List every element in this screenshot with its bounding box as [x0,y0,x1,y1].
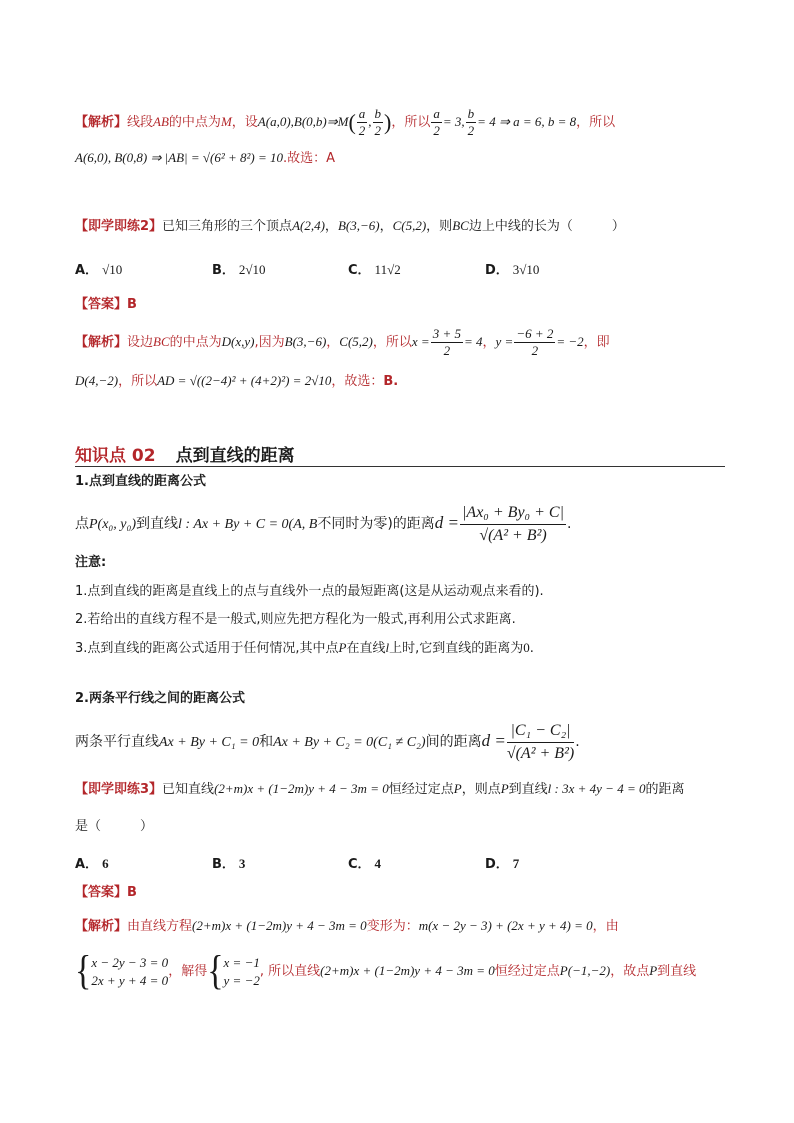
fraction: $\frac{3 + 5}{2}$ [432,326,461,358]
fraction: $\frac{b}{2}$ [467,106,475,138]
option-a[interactable]: A． 6 [75,856,109,872]
analysis-tag: 【解析】 [75,919,128,934]
note-2: 2.若给出的直线方程不是一般式,则应先把方程化为一般式,再利用公式求距离. [75,612,516,627]
equation-system: x − 2y − 3 = 0 2x + y + 4 = 0 [91,954,169,988]
answer-letter: A [326,151,336,166]
fraction: $\frac{\text{|C₁ − C₂|}}{\text{√(A² + B²)}}$ [506,721,575,762]
exercise2-solution-line2: D(4,−2)，所以AD = √((2−4)² + (4+2)²) = 2√10，故选：B. [75,373,399,389]
exercise2-answer [75,295,137,315]
sol1-line2: A(6,0), B(0,8) ⇒ |AB| = √(6² + 8²) = 10.故选：A [75,150,336,166]
answer-letter: B [127,297,137,312]
analysis-tag: 【解析】 [75,335,128,350]
exercise3-solution-line2: { x − 2y − 3 = 0 2x + y + 4 = 0 ，解得{ x = −1 y = −2 , 所以直线(2+m)x + (1−2m)y + 4 − 3m = 0恒经过定点P(−1,−2)，故点P到直线 [75,948,697,994]
exercise3-question-line1: 【即学即练3】已知直线(2+m)x + (1−2m)y + 4 − 3m = 0恒经过定点P，则点P到直线l : 3x + 4y − 4 = 0的距离 [75,781,685,797]
left-brace: { [207,948,224,994]
answer-letter: B. [383,374,399,389]
fraction: $\frac{b}{2}$ [374,106,382,138]
exercise3-question-line2: 是（ ） [75,819,154,834]
note-heading: 注意: [75,555,107,570]
fraction: $\frac{\text{|Ax₀ + By₀ + C|}}{\text{√(A² + B²)}}$ [462,503,564,544]
fraction: $\frac{-6 + 2}{2}$ [516,326,554,358]
parallel-lines-distance-formula: 两条平行直线Ax + By + C₁ = 0和Ax + By + C₂ = 0(C₁ ≠ C₂)间的距离d = $\frac{\text{|C₁ − C₂|}}{\text{√(A² + B²)}}$ . [75,718,580,766]
option-d[interactable]: D． 3√10 [485,262,540,278]
note-3: 3.点到直线的距离公式适用于任何情况,其中点P在直线l上时,它到直线的距离为0. [75,640,534,656]
fraction: $\frac{a}{2}$ [433,106,440,138]
subheading-1: 1.点到直线的距离公式 [75,474,206,489]
section-number: 知识点 02 [75,446,156,466]
exercise2-question: 【即学即练2】已知三角形的三个顶点A(2,4)，B(3,−6)，C(5,2)，则BC边上中线的长为（ ） [75,218,625,234]
fraction: $\frac{a}{2}$ [358,106,366,138]
exercise2-solution-line1: 【解析】设边BC的中点为D(x,y),因为B(3,−6)，C(5,2)，所以x = $\frac{3 + 5}{2}$ = 4，y = $\frac{-6 + 2}{2}$ = −2，即 [75,326,610,358]
option-a[interactable]: A． √10 [75,262,123,278]
exercise3-solution-line1: 【解析】由直线方程(2+m)x + (1−2m)y + 4 − 3m = 0变形为：m(x − 2y − 3) + (2x + y + 4) = 0，由 [75,918,619,934]
option-d[interactable]: D． 7 [485,856,520,872]
section-heading [75,441,295,466]
option-b[interactable]: B． 2√10 [212,262,266,278]
answer-tag: 【答案】 [75,297,128,312]
option-c[interactable]: C． 4 [348,856,382,872]
exercise-tag: 【即学即练2】 [75,219,163,234]
answer-tag: 【答案】 [75,885,128,900]
exercise-tag: 【即学即练3】 [75,782,163,797]
note-1: 1.点到直线的距离是直线上的点与直线外一点的最短距离(这是从运动观点来看的). [75,584,544,599]
answer-letter: B [127,885,137,900]
sol1-line1: 【解析】线段AB的中点为M，设A(a,0),B(0,b)⇒M( $\frac{a}{2}$ , $\frac{b}{2}$ )，所以 $\frac{a}{2}$ = 3, $\frac{b}{2}$ = 4 ⇒ a = 6, b = 8，所以 [75,106,616,138]
left-brace: { [75,948,92,994]
analysis-tag: 【解析】 [75,115,128,130]
point-line-distance-formula: 点P(x₀, y₀)到直线l : Ax + By + C = 0(A, B不同时为零)的距离d = $\frac{\text{|Ax₀ + By₀ + C|}}{\text{√(A² + B²)}}$ . [75,500,571,548]
solution-system: x = −1 y = −2 [223,954,260,988]
section-title: 点到直线的距离 [175,446,295,466]
subheading-2: 2.两条平行线之间的距离公式 [75,691,245,706]
exercise3-answer [75,883,137,903]
option-c[interactable]: C． 11√2 [348,262,401,278]
section-divider [75,466,725,467]
option-b[interactable]: B． 3 [212,856,246,872]
